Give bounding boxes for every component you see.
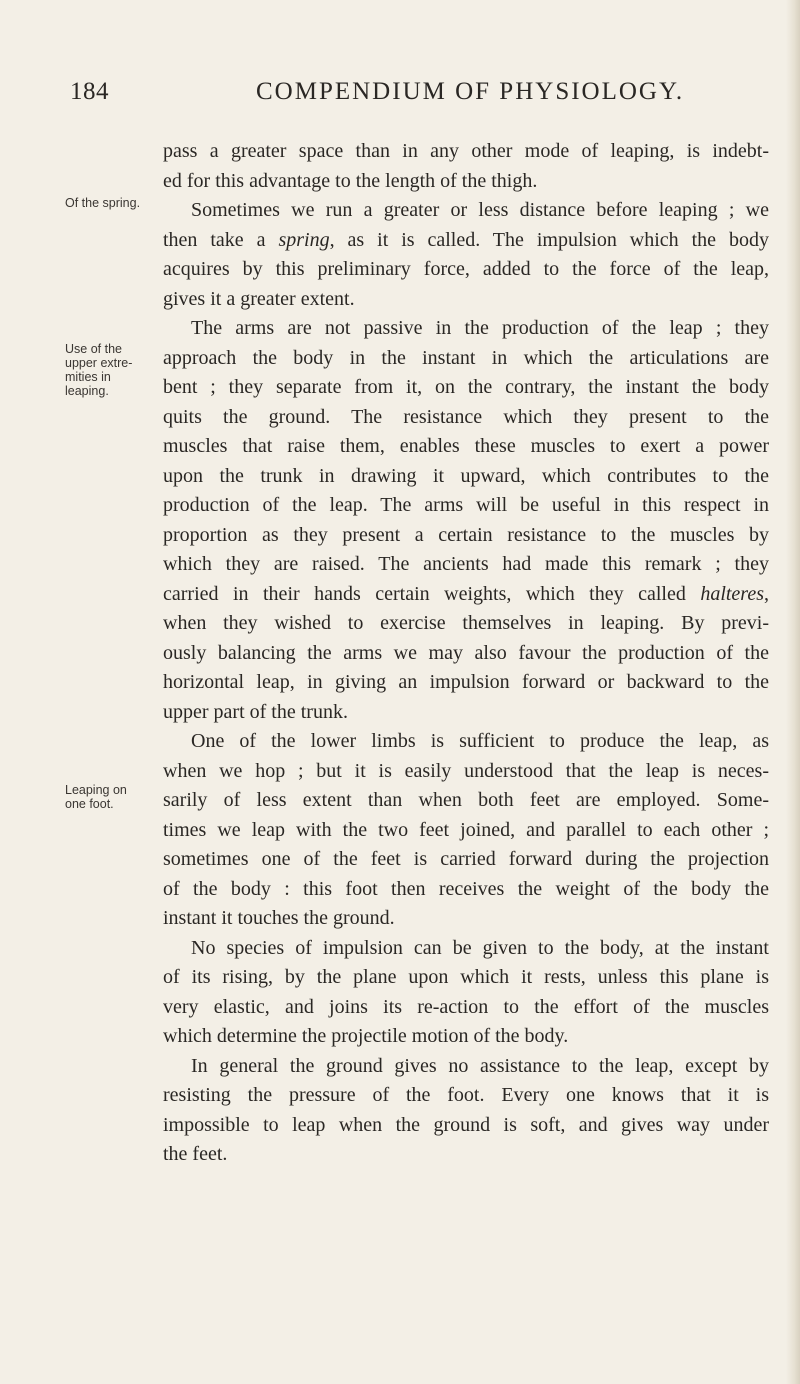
text-line: quits the ground. The resistance which they present to the xyxy=(163,405,769,428)
text-line xyxy=(163,226,769,256)
text-line: upper part of the trunk. xyxy=(163,700,348,723)
sidenote-upper-extremities: Use of the upper extre- mities in leaping. xyxy=(65,342,133,398)
text-line: of the body : this foot then receives the weight of the body the xyxy=(163,877,769,900)
text-line: times we leap with the two feet joined, and parallel to each other ; xyxy=(163,818,769,841)
text-line xyxy=(163,580,769,610)
text-line: production of the leap. The arms will be useful in this respect in xyxy=(163,494,769,516)
text-line: which they are raised. The ancients had made this remark ; they xyxy=(163,553,769,575)
text-line: ed for this advantage to the length of the thigh. xyxy=(163,169,538,192)
text-line: pass a greater space than in any other mode of leaping, is indebt- xyxy=(163,140,769,162)
text-line: instant it touches the ground. xyxy=(163,907,395,929)
text-fragment: , as it is called. The impulsion which the body xyxy=(329,228,770,251)
text-line: acquires by this preliminary force, added to the force of the leap, xyxy=(163,258,769,280)
text-line: sometimes one of the feet is carried forward during the projection xyxy=(163,848,769,870)
running-head: COMPENDIUM OF PHYSIOLOGY. xyxy=(256,78,685,105)
text-line: In general the ground gives no assistance to the leap, except by xyxy=(191,1054,769,1077)
text-fragment: carried in their hands certain weights, which they called xyxy=(163,582,686,605)
text-line: upon the trunk in drawing it upward, which contributes to the xyxy=(163,464,769,487)
page-number: 184 xyxy=(70,78,109,105)
page-edge-shadow xyxy=(786,0,800,1384)
text-line: One of the lower limbs is sufficient to produce the leap, as xyxy=(191,730,769,752)
text-line: ously balancing the arms we may also favour the production of the xyxy=(163,641,769,664)
text-line: proportion as they present a certain resistance to the muscles by xyxy=(163,523,769,546)
text-line: the feet. xyxy=(163,1143,228,1165)
text-line: very elastic, and joins its re-action to the effort of the muscles xyxy=(163,995,769,1018)
text-line: when they wished to exercise themselves in leaping. By previ- xyxy=(163,612,769,634)
text-line: which determine the projectile motion of the body. xyxy=(163,1025,569,1047)
text-line: approach the body in the instant in which the articulations are xyxy=(163,346,769,369)
text-line: of its rising, by the plane upon which it rests, unless this plane is xyxy=(163,966,769,988)
text-line: resisting the pressure of the foot. Every one knows that it is xyxy=(163,1084,769,1106)
page-header xyxy=(70,78,760,118)
text-line: Sometimes we run a greater or less distance before leaping ; we xyxy=(191,199,769,221)
text-line: The arms are not passive in the production of the leap ; they xyxy=(191,317,769,339)
text-line: sarily of less extent than when both feet are employed. Some- xyxy=(163,789,769,811)
italic-term-spring: spring xyxy=(278,228,330,251)
text-line: muscles that raise them, enables these muscles to exert a power xyxy=(163,435,769,457)
body-text xyxy=(163,137,769,1170)
text-fragment: then take a xyxy=(163,228,266,251)
italic-term-halteres: halteres xyxy=(700,582,765,605)
text-fragment: , xyxy=(764,582,770,605)
text-line: impossible to leap when the ground is soft, and gives way under xyxy=(163,1113,769,1136)
text-line: gives it a greater extent. xyxy=(163,287,355,310)
text-line: bent ; they separate from it, on the contrary, the instant the body xyxy=(163,376,769,398)
text-line: when we hop ; but it is easily understood that the leap is neces- xyxy=(163,759,769,782)
sidenote-spring: Of the spring. xyxy=(65,196,141,210)
text-line: horizontal leap, in giving an impulsion forward or backward to the xyxy=(163,671,769,693)
text-line: No species of impulsion can be given to the body, at the instant xyxy=(191,936,769,959)
sidenote-leaping-one-foot: Leaping on one foot. xyxy=(65,783,127,811)
